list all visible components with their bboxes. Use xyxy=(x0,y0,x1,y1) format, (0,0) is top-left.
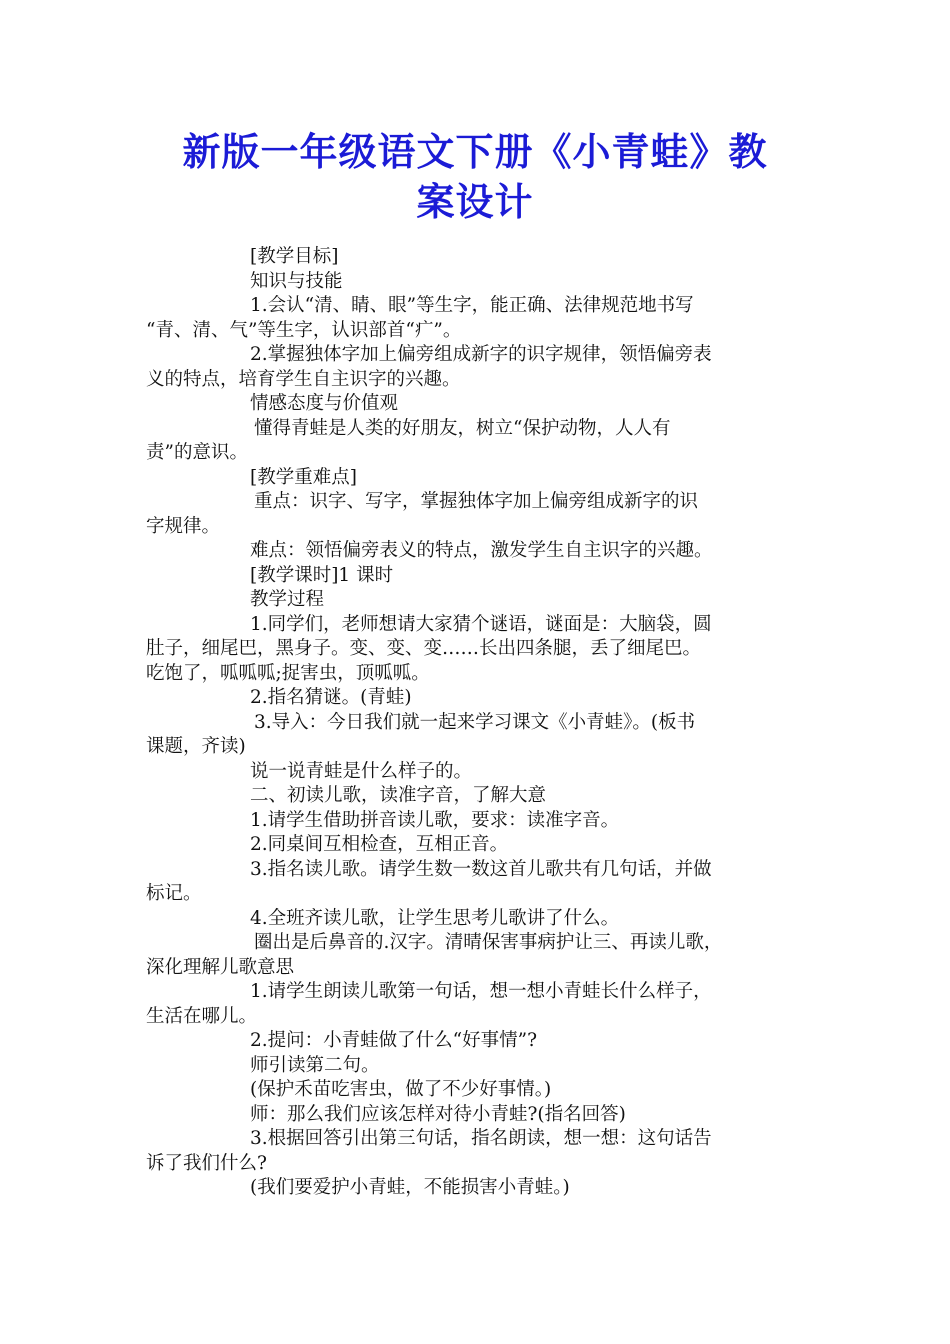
paragraph-line: 情感态度与价值观 xyxy=(250,393,399,414)
paragraph-line: 2.同桌间互相检查，互相正音。 xyxy=(250,834,509,855)
paragraph-line: 3.导入：今日我们就一起来学习课文《小青蛙》。(板书 xyxy=(254,711,696,733)
document-body xyxy=(146,245,826,1201)
paragraph-line: (保护禾苗吃害虫，做了不少好事情。) xyxy=(250,1079,552,1100)
paragraph-line: 3.指名读儿歌。请学生数一数这首儿歌共有几句话，并做 xyxy=(250,858,712,880)
paragraph-line: 1.会认“清、睛、眼”等生字，能正确、法律规范地书写 xyxy=(250,295,694,316)
paragraph-line: 肚子，细尾巴，黑身子。变、变、变……长出四条腿，丢了细尾巴。 xyxy=(146,638,702,659)
paragraph-line: (我们要爱护小青蛙，不能损害小青蛙。) xyxy=(250,1177,570,1198)
paragraph-line: 知识与技能 xyxy=(250,270,343,292)
paragraph-line: 2.掌握独体字加上偏旁组成新字的识字规律，领悟偏旁表 xyxy=(250,344,712,365)
paragraph-line: 说一说青蛙是什么样子的。 xyxy=(250,760,473,782)
paragraph-line: 责”的意识。 xyxy=(146,442,248,463)
document-title-line-2: 案设计 xyxy=(416,179,534,224)
paragraph-line: 圈出是后鼻音的.汉字。清晴保害事病护让三、再读儿歌， xyxy=(254,932,723,953)
paragraph-line: [教学重难点] xyxy=(250,466,357,488)
paragraph-line: 教学过程 xyxy=(250,589,325,610)
paragraph-line: 师：那么我们应该怎样对待小青蛙?(指名回答) xyxy=(250,1103,626,1125)
paragraph-line: 4.全班齐读儿歌，让学生思考儿歌讲了什么。 xyxy=(250,907,620,929)
paragraph-line: 难点：领悟偏旁表义的特点，激发学生自主识字的兴趣。 xyxy=(250,540,713,561)
paragraph-line: 二、初读儿歌，读准字音，了解大意 xyxy=(250,785,547,806)
paragraph-line: 懂得青蛙是人类的好朋友，树立“保护动物，人人有 xyxy=(254,417,671,439)
paragraph-line: 师引读第二句。 xyxy=(250,1054,380,1076)
paragraph-line: 深化理解儿歌意思 xyxy=(146,956,295,978)
paragraph-line: 标记。 xyxy=(146,883,202,904)
paragraph-line: [教学目标] xyxy=(250,246,339,267)
document-title-line-1: 新版一年级语文下册《小青蛙》教 xyxy=(182,129,768,174)
paragraph-line: 字规律。 xyxy=(146,515,221,537)
paragraph-line: 2.指名猜谜。(青蛙) xyxy=(250,687,412,708)
paragraph-line: 吃饱了，呱呱呱;捉害虫，顶呱呱。 xyxy=(146,662,430,684)
paragraph-line: 1.请学生借助拼音读儿歌，要求：读准字音。 xyxy=(250,809,620,831)
paragraph-line: 课题，齐读) xyxy=(146,736,246,757)
paragraph-line: 诉了我们什么? xyxy=(146,1152,267,1174)
paragraph-line: [教学课时]1 课时 xyxy=(250,564,394,586)
paragraph-line: “青、清、气”等生字，认识部首“疒”。 xyxy=(146,319,462,341)
paragraph-line: 生活在哪儿。 xyxy=(146,1005,258,1027)
paragraph-line: 1.同学们，老师想请大家猜个谜语，谜面是：大脑袋，圆 xyxy=(250,613,712,635)
paragraph-line: 重点：识字、写字，掌握独体字加上偏旁组成新字的识 xyxy=(254,491,699,512)
paragraph-line: 2.提问：小青蛙做了什么“好事情”? xyxy=(250,1030,537,1051)
paragraph-line: 3.根据回答引出第三句话，指名朗读，想一想：这句话告 xyxy=(250,1128,712,1149)
paragraph-line: 1.请学生朗读儿歌第一句话，想一想小青蛙长什么样子， xyxy=(250,981,712,1002)
paragraph-line: 义的特点，培育学生自主识字的兴趣。 xyxy=(146,368,461,390)
